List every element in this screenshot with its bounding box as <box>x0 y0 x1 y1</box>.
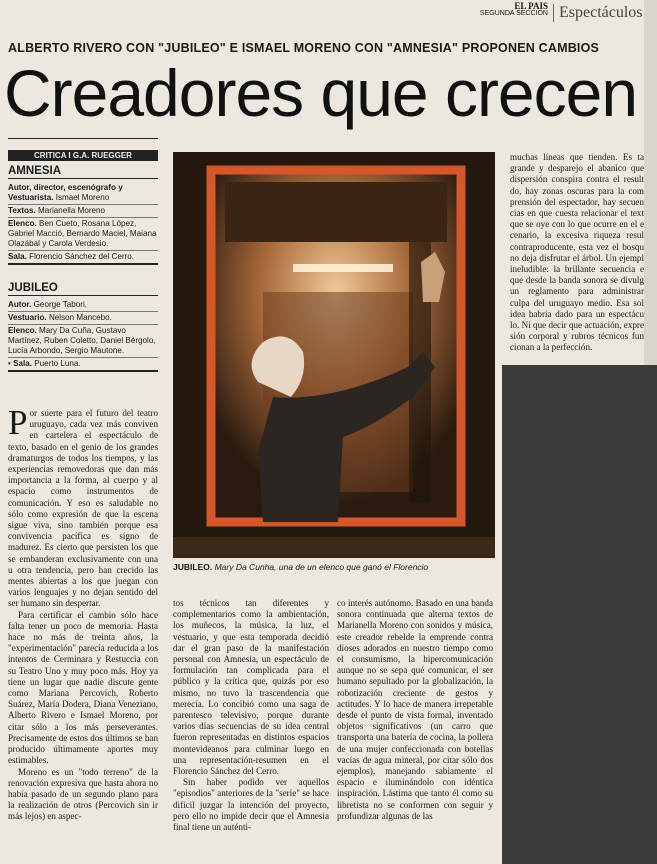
divider <box>8 138 158 139</box>
credit-row: Elenco. Mary Da Cuña, Gustavo Martínez, Ruben Coletto, Daniel Bérgolo, Lucía Arbondo, Sergio Mautone. <box>8 325 158 358</box>
paragraph: muchas líneas que tienden. Es ta grande y desparejo el abanico que dispersión conspira contra el result do, hay zonas oscuras para la com prensión del espectador, hay secuen cias en que cuesta relacionar el text que se oye con lo que ocurre en el e cenario, la excesiva riqueza resul contraproducente, esta vez el bosqu no deja disfrutar el árbol. Un ejempl ineludible: la brillante secuencia e que desde la banda sonora se divulg un reglamento para administrar culpa del uruguayo medio. Esa sol idea habría dado para un espectácu lo. Ni que decir que actuación, expre sión corporal y rubros técnicos fun cionan a la perfección. <box>510 152 644 353</box>
paragraph: Sin haber podido ver aquellos "episodios" anteriores de la "serie" se hace difícil juzgar la intención del proyecto, pero ello no impide decir que el Amnesia final tiene un auténti- <box>173 777 329 833</box>
section-name: Espectáculos <box>553 4 643 22</box>
credits-jubileo <box>8 283 158 372</box>
paragraph: Por suerte para el futuro del teatro uruguayo, cada vez más conviven en cartelera el espectáculo de texto, basado en el genio de los grandes dramaturgos de todos los tiempos, y las experiencias removedoras que dan más importancia a la forma, al cuerpo y al espacio como instrumentos de comunicación. Y eso es saludable no sólo como expresión de que la escena sigue viva, sino también porque esa convivencia pacífica es signo de madurez. Es cierto que persisten los que se embanderan exclusivamente con una u otra tendencia, pero han crecido las mentes abiertas a los que juegan con varios lenguajes y no dejan sentido del ser humano sin despertar. <box>8 403 158 609</box>
credit-row: Textos. Marianella Moreno <box>8 205 158 218</box>
page-edge <box>644 0 657 365</box>
article-column-4 <box>510 152 644 354</box>
credit-row: Vestuario. Nelson Mancebo. <box>8 312 158 325</box>
caption-text: Mary Da Cunha, una de un elenco que ganó el Florencio <box>214 562 429 572</box>
credits-title: AMNESIA <box>8 166 158 179</box>
headline: Creadores que crecen <box>4 56 638 130</box>
byline: CRITICA I G.A. RUEGGER <box>8 150 158 161</box>
kicker: ALBERTO RIVERO CON "JUBILEO" E ISMAEL MORENO CON "AMNESIA" PROPONEN CAMBIOS <box>8 41 600 55</box>
credit-row: • Sala. Puerto Luna. <box>8 358 158 372</box>
caption-label: JUBILEO. <box>173 562 213 572</box>
credit-row: Elenco. Ben Cueto, Rosana López, Gabriel Macció, Bernardo Maciel, Maiana Olazábal y Carola Verdesio. <box>8 218 158 251</box>
photo-jubileo <box>173 152 495 558</box>
credit-row: Sala. Florencio Sánchez del Cerro. <box>8 251 158 265</box>
article-column-3 <box>337 598 493 822</box>
dropcap: P <box>8 403 28 442</box>
photo-caption <box>173 562 495 572</box>
paragraph: tos técnicos tan diferentes y complementarios como la ambientación, los muñecos, la música, la luz, el vestuario, y que esta temporada decidió dar el gran paso de la manifestación personal con Amnesia, un espectáculo de formulación tan complicada para el público y la crítica que, quizás por eso mismo, no tuvo la trascendencia que merecía. Lo concibió como una saga de parentesco televisivo, porque durante varios días secuencias de su idea central fueron representadas en distintos espacios montevideanos para culminar luego en una representación-resumen en el Florencio Sánchez del Cerro. <box>173 598 329 777</box>
masthead <box>458 2 548 18</box>
paragraph: Moreno es un "todo terreno" de la renovación expresiva que hasta ahora no había pasado de un segundo plano para la realización de otros (Percovich sin ir más lejos) en aspec- <box>8 766 158 822</box>
credits-amnesia <box>8 166 158 265</box>
article-column-2 <box>173 598 329 833</box>
newspaper-name: EL PAIS <box>514 1 548 11</box>
background-scan-edge <box>502 365 657 864</box>
credits-title: JUBILEO <box>8 283 158 296</box>
paragraph: co interés autónomo. Basado en una banda sonora continuada que alterna textos de Marianella Moreno con sonidos y música, este creador rebelde la emprende contra dioses adorados en nuestro tiempo como el consumismo, la hipercomunicación aunque no se sepa qué comunicar, el ser humano sepultado por la globalización, la robotización creciente de gestos y actitudes. Y lo hace de manera irrepetable desde el punto de vista formal, inventado objetos significativos (un carro que transporta una batería de cocina, la pollera de una mujer confeccionada con botellas vacías de agua mineral, por citar sólo dos ejemplos), manejando sabiamente el espacio e iluminándolo con idéntica inspiración. Lástima que tanto él como su libretista no se conformen con seguir y profundizar algunas de las <box>337 598 493 821</box>
article-column-1 <box>8 403 158 823</box>
paragraph: Para certificar el cambio sólo hace falta tener un poco de memoria. Hasta hace no más de treinta años, la "experimentación" parecía reducida a los intentos de Cerminara y Restuccia con su Teatro Uno y muy poco más. Hoy ya tiene un lugar que nadie discute gente como Mariana Percovich, Roberto Suárez, María Dodera, Diana Veneziano, Alberto Rivero e Ismael Moreno, por citar sólo a los más perseverantes. Precisamente de estos dos últimos se han producido últimamente aportes muy estimables. <box>8 609 158 766</box>
section-label: SEGUNDA SECCION <box>479 10 548 17</box>
credit-row: Autor. George Tabori. <box>8 299 158 312</box>
credit-row: Autor, director, escenógrafo y Vestuarista. Ismael Moreno <box>8 182 158 205</box>
